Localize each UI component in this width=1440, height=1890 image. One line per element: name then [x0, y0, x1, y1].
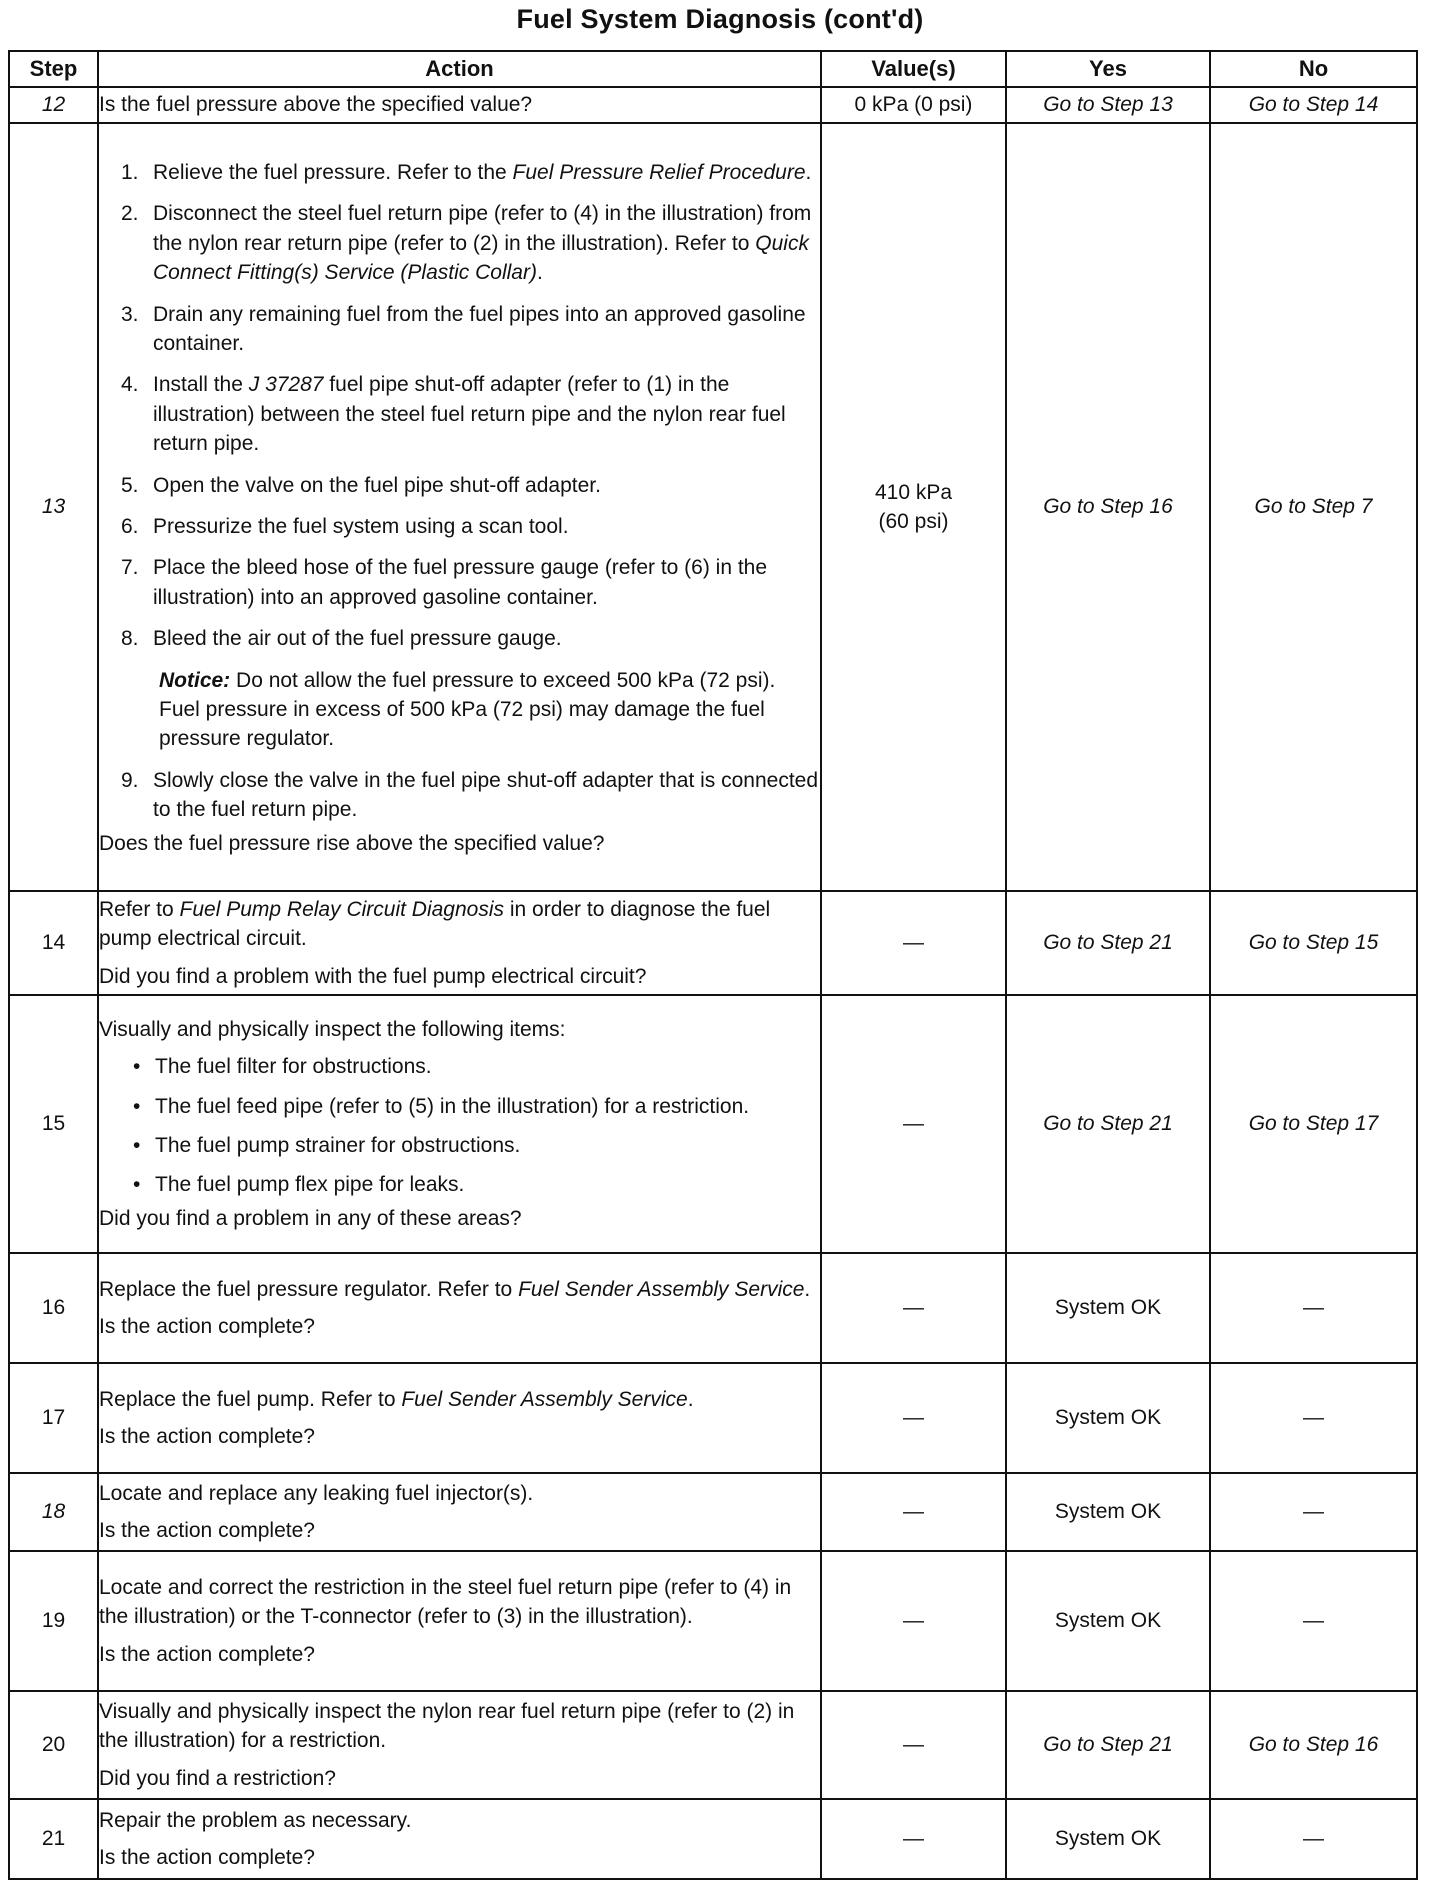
- item-text: Drain any remaining fuel from the fuel pipes into an approved gasoline container.: [153, 302, 806, 356]
- list-item: [99, 1131, 820, 1160]
- step-number: 21: [9, 1799, 98, 1879]
- item-text: The fuel filter for obstructions.: [155, 1055, 432, 1079]
- item-number: 3.: [121, 302, 139, 326]
- step-value: —: [821, 1363, 1006, 1473]
- item-text: .: [536, 261, 543, 285]
- item-reference: J 37287: [248, 373, 324, 397]
- step-question: Did you find a problem in any of these areas?: [99, 1206, 522, 1230]
- table-row: [9, 1551, 1417, 1691]
- bullet-icon: •: [133, 1055, 141, 1079]
- item-number: 6.: [121, 515, 139, 538]
- step-action: [98, 1799, 821, 1879]
- item-text: Bleed the air out of the fuel pressure gauge.: [153, 627, 562, 651]
- list-item: [105, 512, 820, 541]
- table-row: [9, 1799, 1417, 1879]
- notice: [159, 666, 820, 754]
- step-action: [98, 123, 821, 891]
- inspection-list: [99, 1052, 820, 1200]
- item-text: The fuel pump flex pipe for leaks.: [155, 1173, 465, 1197]
- action-text: Locate and replace any leaking fuel injector(s).: [99, 1481, 534, 1505]
- item-text: fuel pipe shut-off adapter (refer to (1) in the illustration) between the steel fuel return pipe and the nylon rear fuel return pipe.: [153, 373, 786, 456]
- table-row: [9, 123, 1417, 891]
- step-no: —: [1210, 1799, 1417, 1879]
- item-text: Relieve the fuel pressure. Refer to the: [153, 161, 513, 185]
- procedure-list-continued: [99, 766, 820, 825]
- table-row: [9, 1253, 1417, 1363]
- header-action: Action: [98, 51, 821, 87]
- step-action: [98, 995, 821, 1253]
- item-number: 9.: [121, 768, 139, 792]
- list-item: [105, 471, 820, 500]
- action-reference: Fuel Sender Assembly Service: [401, 1387, 688, 1411]
- header-step: Step: [9, 51, 98, 87]
- item-text: Open the valve on the fuel pipe shut-off adapter.: [153, 473, 601, 497]
- table-row: [9, 995, 1417, 1253]
- item-number: 5.: [121, 473, 139, 497]
- list-item: [99, 1052, 820, 1081]
- header-row: [9, 51, 1417, 87]
- step-question: Is the action complete?: [99, 1642, 315, 1666]
- value-line: 410 kPa: [874, 480, 953, 504]
- item-number: 2.: [121, 202, 139, 226]
- action-text: .: [804, 1277, 811, 1301]
- step-no: Go to Step 14: [1210, 87, 1417, 123]
- action-reference: Fuel Pump Relay Circuit Diagnosis: [179, 897, 505, 921]
- list-item: [99, 1092, 820, 1121]
- step-question: Does the fuel pressure rise above the specified value?: [99, 831, 605, 855]
- step-action: [98, 1363, 821, 1473]
- step-number: 12: [9, 87, 98, 123]
- step-yes: Go to Step 21: [1006, 995, 1210, 1253]
- table-row: [9, 87, 1417, 123]
- list-item: [105, 300, 820, 359]
- list-item: [105, 624, 820, 653]
- step-yes: System OK: [1006, 1551, 1210, 1691]
- list-item: [105, 370, 820, 458]
- step-yes: Go to Step 13: [1006, 87, 1210, 123]
- step-value: —: [821, 1253, 1006, 1363]
- step-no: —: [1210, 1253, 1417, 1363]
- step-yes: Go to Step 21: [1006, 1691, 1210, 1799]
- step-no: —: [1210, 1473, 1417, 1551]
- step-no: —: [1210, 1551, 1417, 1691]
- item-text: The fuel pump strainer for obstructions.: [155, 1134, 521, 1157]
- step-value: —: [821, 891, 1006, 995]
- step-question: Did you find a restriction?: [99, 1766, 336, 1790]
- step-value: —: [821, 1691, 1006, 1799]
- step-action: [98, 1253, 821, 1363]
- step-value: —: [821, 1551, 1006, 1691]
- step-question: Is the action complete?: [99, 1519, 315, 1542]
- step-value: —: [821, 1799, 1006, 1879]
- step-value: 0 kPa (0 psi): [821, 87, 1006, 123]
- step-question: Is the action complete?: [99, 1846, 315, 1869]
- table-row: [9, 1691, 1417, 1799]
- list-item: [105, 158, 820, 187]
- bullet-icon: •: [133, 1173, 141, 1197]
- step-question: Did you find a problem with the fuel pump electrical circuit?: [99, 964, 647, 988]
- action-intro: Visually and physically inspect the following items:: [99, 1017, 566, 1041]
- step-no: Go to Step 17: [1210, 995, 1417, 1253]
- item-reference: Quick Connect Fitting(s) Service (Plastic Collar): [153, 231, 809, 285]
- step-yes: Go to Step 21: [1006, 891, 1210, 995]
- step-question: Is the action complete?: [99, 1425, 315, 1448]
- notice-label: Notice:: [159, 668, 231, 692]
- value-line: (60 psi): [878, 510, 949, 533]
- item-text: .: [805, 161, 812, 185]
- item-text: Disconnect the steel fuel return pipe (refer to (4) in the illustration) from the nylon rear return pipe (refer to (2) in the illustration). Refer to: [153, 202, 812, 255]
- step-yes: System OK: [1006, 1799, 1210, 1879]
- item-text: Place the bleed hose of the fuel pressure gauge (refer to (6) in the illustration) into an approved gasoline container.: [153, 556, 768, 609]
- table-row: [9, 1363, 1417, 1473]
- list-item: [99, 1170, 820, 1199]
- bullet-icon: •: [133, 1134, 141, 1157]
- procedure-list: [99, 158, 820, 653]
- action-reference: Fuel Sender Assembly Service: [518, 1277, 805, 1301]
- list-item: [105, 766, 820, 825]
- step-yes: Go to Step 16: [1006, 123, 1210, 891]
- action-text: Repair the problem as necessary.: [99, 1808, 412, 1832]
- item-text: Install the: [153, 373, 249, 397]
- step-no: Go to Step 7: [1210, 123, 1417, 891]
- action-text: Visually and physically inspect the nylon rear fuel return pipe (refer to (2) in the illustration) for a restriction.: [99, 1699, 795, 1753]
- step-number: 14: [9, 891, 98, 995]
- item-number: 7.: [121, 556, 139, 580]
- item-text: Slowly close the valve in the fuel pipe shut-off adapter that is connected to the fuel return pipe.: [153, 768, 819, 822]
- item-number: 8.: [121, 627, 139, 651]
- step-yes: System OK: [1006, 1253, 1210, 1363]
- list-item: [105, 553, 820, 612]
- step-value: —: [821, 995, 1006, 1253]
- step-value: —: [821, 1473, 1006, 1551]
- step-action: [98, 1473, 821, 1551]
- step-question: Is the action complete?: [99, 1315, 315, 1338]
- step-number: 15: [9, 995, 98, 1253]
- step-yes: System OK: [1006, 1363, 1210, 1473]
- step-number: 13: [9, 123, 98, 891]
- step-no: Go to Step 16: [1210, 1691, 1417, 1799]
- header-yes: Yes: [1006, 51, 1210, 87]
- table-row: [9, 891, 1417, 995]
- action-text: Replace the fuel pressure regulator. Refer to: [99, 1277, 519, 1301]
- table-row: [9, 1473, 1417, 1551]
- step-number: 17: [9, 1363, 98, 1473]
- item-text: The fuel feed pipe (refer to (5) in the illustration) for a restriction.: [155, 1094, 750, 1118]
- step-yes: System OK: [1006, 1473, 1210, 1551]
- item-number: 4.: [121, 373, 139, 397]
- step-number: 16: [9, 1253, 98, 1363]
- list-item: [105, 199, 820, 287]
- page-title: Fuel System Diagnosis (cont'd): [516, 4, 924, 34]
- action-text: in order to diagnose the fuel pump electrical circuit.: [99, 897, 771, 951]
- step-number: 19: [9, 1551, 98, 1691]
- step-no: —: [1210, 1363, 1417, 1473]
- notice-text: Do not allow the fuel pressure to exceed 500 kPa (72 psi). Fuel pressure in excess of 500 kPa (72 psi) may damage the fuel pressure regulator.: [159, 668, 776, 751]
- step-no: Go to Step 15: [1210, 891, 1417, 995]
- step-action: [98, 1691, 821, 1799]
- step-action: [98, 1551, 821, 1691]
- step-question: Is the fuel pressure above the specified value?: [98, 87, 821, 123]
- header-no: No: [1210, 51, 1417, 87]
- bullet-icon: •: [133, 1094, 141, 1118]
- step-action: [98, 891, 821, 995]
- action-text: Replace the fuel pump. Refer to: [99, 1387, 402, 1411]
- step-value: [821, 123, 1006, 891]
- item-number: 1.: [121, 161, 139, 185]
- header-values: Value(s): [821, 51, 1006, 87]
- action-text: .: [687, 1387, 694, 1411]
- action-text: Refer to: [99, 897, 180, 921]
- item-reference: Fuel Pressure Relief Procedure: [512, 161, 806, 185]
- item-text: Pressurize the fuel system using a scan tool.: [153, 515, 569, 538]
- step-number: 20: [9, 1691, 98, 1799]
- action-text: Locate and correct the restriction in the steel fuel return pipe (refer to (4) in the illustration) or the T-connector (refer to (3) in the illustration).: [99, 1575, 792, 1629]
- step-number: 18: [9, 1473, 98, 1551]
- diagnosis-table: [8, 50, 1418, 1880]
